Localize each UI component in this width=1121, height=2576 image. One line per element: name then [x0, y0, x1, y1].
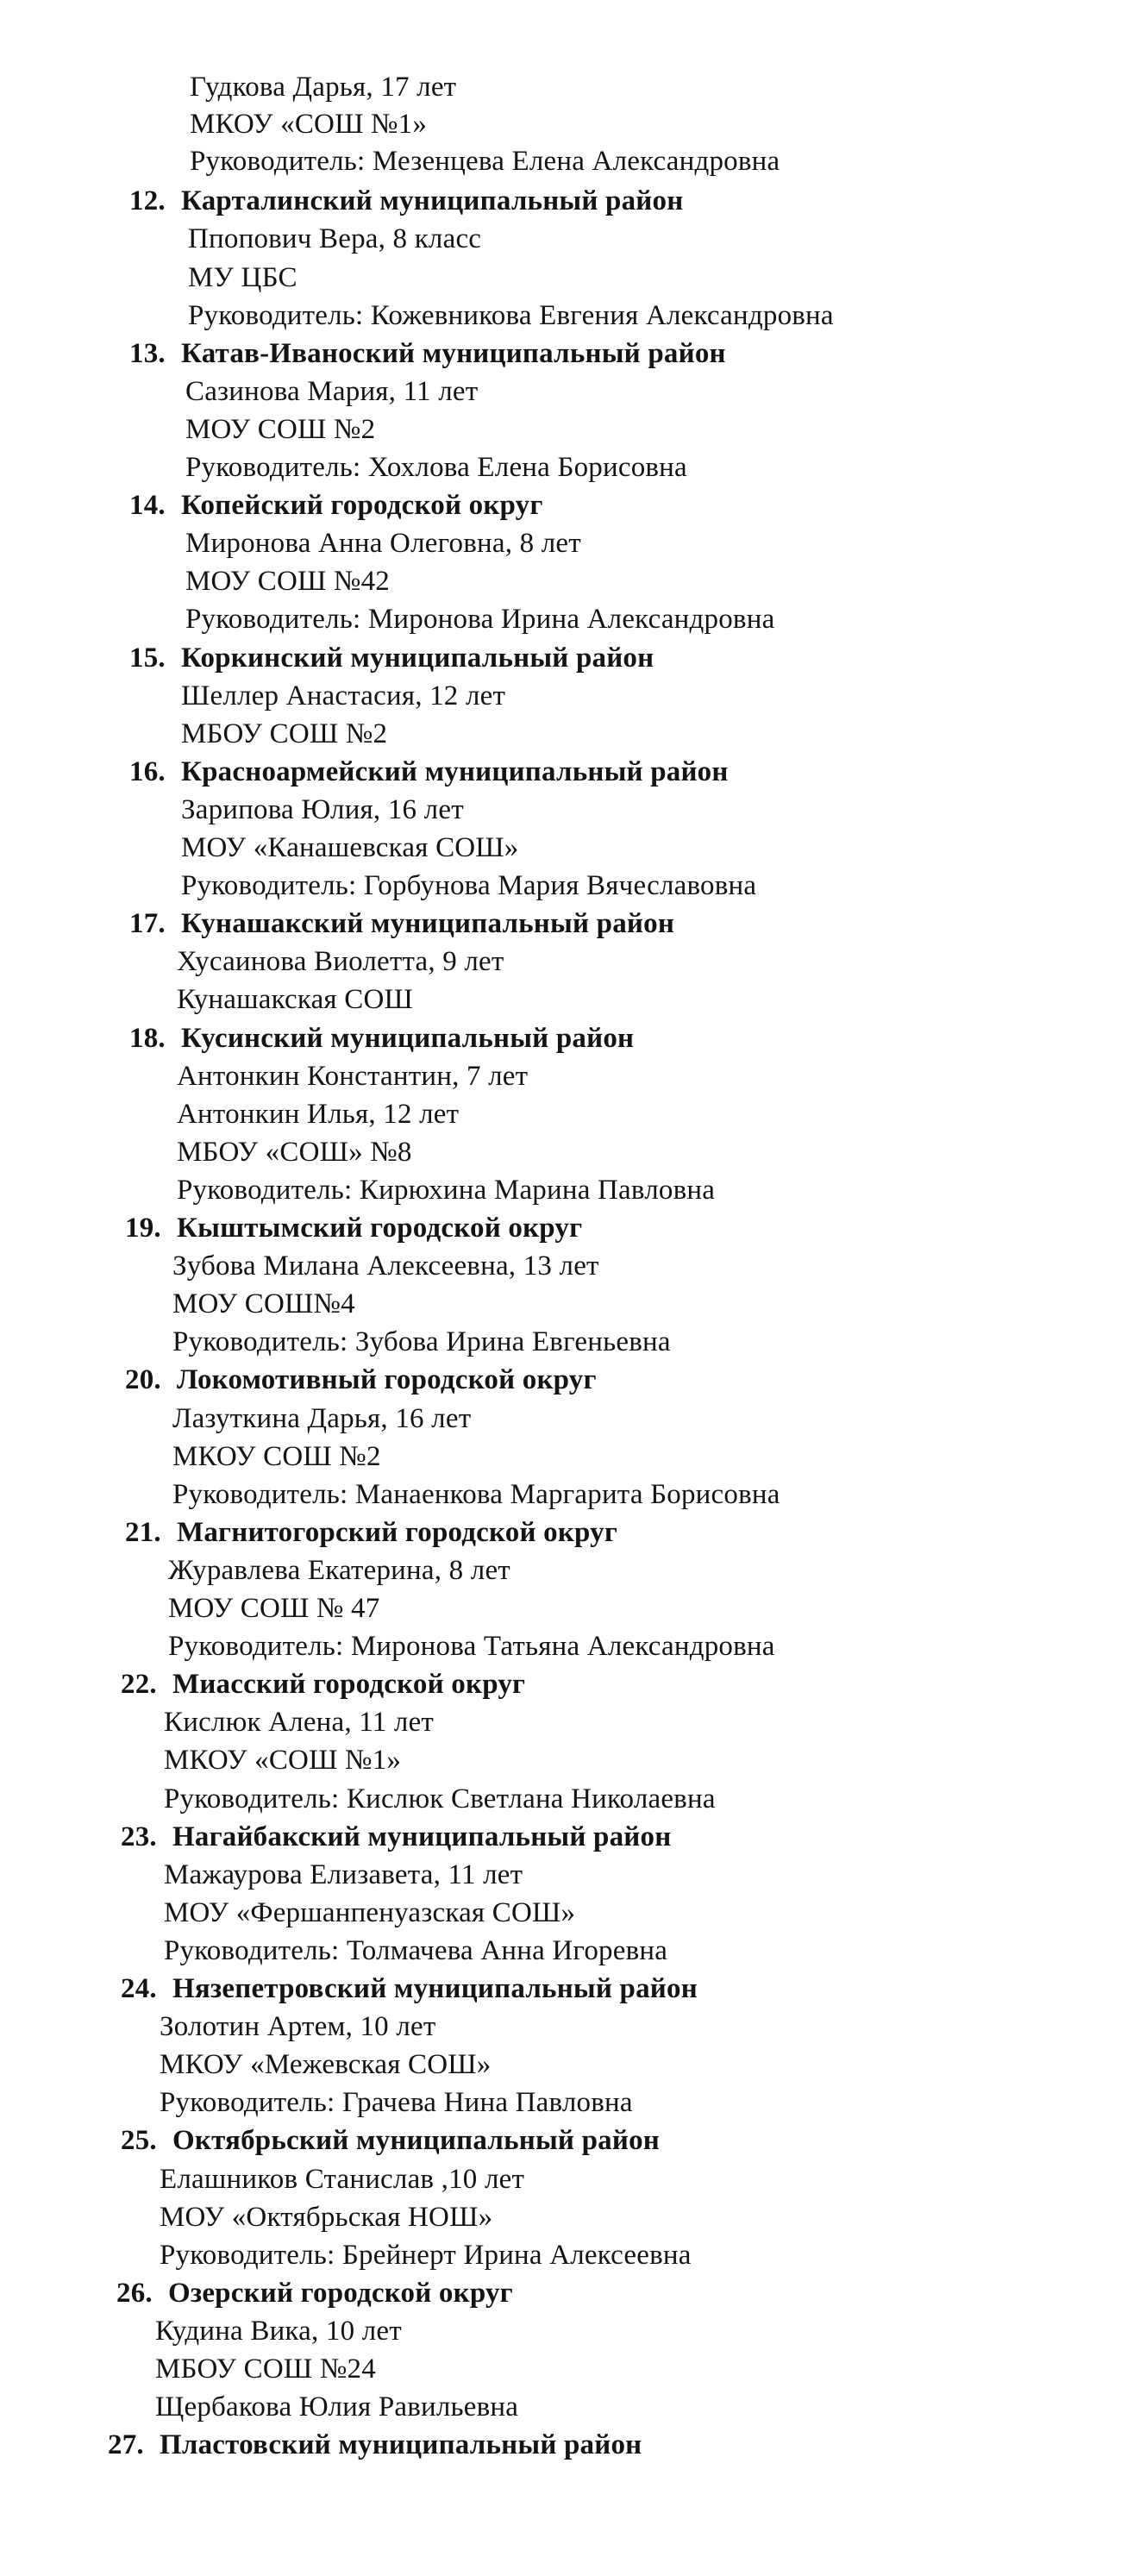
entry-number: 24.	[121, 1973, 157, 2004]
entry-number: 14.	[129, 490, 166, 522]
entry-detail-line: МОУ «Канашевская СОШ»	[181, 832, 519, 863]
district-name: Озерский городской округ	[168, 2277, 513, 2309]
entry-detail-line: МОУ СОШ №42	[185, 566, 391, 598]
entry-number: 12.	[129, 185, 166, 217]
entry-detail-line: Кислюк Алена, 11 лет	[164, 1707, 435, 1739]
district-name: Кыштымский городской округ	[177, 1213, 583, 1244]
entry-detail-line: МКОУ «Межевская СОШ»	[160, 2049, 492, 2081]
entry-detail-line: Ппопович Вера, 8 класс	[188, 223, 482, 255]
entry-heading	[121, 1669, 525, 1700]
entry-number: 15.	[129, 642, 166, 674]
district-name: Коркинский муниципальный район	[181, 642, 654, 674]
entry-detail-line: Руководитель: Горбунова Мария Вячеславовна	[181, 870, 757, 902]
entry-detail-line: Миронова Анна Олеговна, 8 лет	[185, 528, 581, 560]
entry-detail-line: МБОУ «СОШ» №8	[177, 1136, 412, 1168]
entry-heading	[116, 2278, 513, 2309]
district-name: Красноармейский муниципальный район	[181, 755, 729, 787]
entry-heading	[129, 185, 683, 216]
entry-detail-line: Мажаурова Елизавета, 11 лет	[164, 1858, 523, 1890]
entry-heading	[121, 2125, 660, 2156]
entry-heading	[129, 908, 674, 939]
entry-detail-line: МБОУ СОШ №24	[155, 2353, 376, 2385]
entry-heading	[129, 642, 654, 674]
entry-number: 26.	[116, 2277, 153, 2309]
entry-detail-line: Руководитель: Толмачева Анна Игоревна	[164, 1934, 668, 1966]
district-name: Карталинский муниципальный район	[181, 185, 684, 217]
district-name: Нязепетровский муниципальный район	[172, 1973, 698, 2004]
entry-detail-line: Журавлева Екатерина, 8 лет	[168, 1554, 510, 1586]
entry-heading	[108, 2429, 642, 2460]
entry-detail-line: МКОУ «СОШ №1»	[164, 1745, 402, 1777]
entry-detail-line: Руководитель: Кожевникова Евгения Александровна	[188, 299, 834, 331]
entry-number: 19.	[125, 1213, 161, 1244]
entry-detail-line: Зарипова Юлия, 16 лет	[181, 793, 464, 825]
entry-detail-line: Кунашакская СОШ	[177, 984, 413, 1016]
entry-detail-line: МОУ СОШ№4	[172, 1288, 355, 1320]
entry-number: 13.	[129, 337, 166, 369]
entry-detail-line: Руководитель: Хохлова Елена Борисовна	[185, 452, 687, 483]
district-name: Копейский городской округ	[181, 490, 543, 522]
entry-detail-line: Хусаинова Виолетта, 9 лет	[177, 946, 504, 978]
entry-number: 16.	[129, 755, 166, 787]
entry-number: 17.	[129, 908, 166, 940]
entry-detail-line: МОУ «Фершанпенуазская СОШ»	[164, 1896, 576, 1928]
entry-number: 23.	[121, 1821, 157, 1852]
entry-heading	[125, 1364, 597, 1395]
district-name: Локомотивный городской округ	[177, 1364, 597, 1396]
entry-detail-line: Руководитель: Миронова Ирина Александровна	[185, 604, 775, 636]
entry-detail-line: МУ ЦБС	[188, 261, 297, 293]
entry-detail-line: Руководитель: Манаенкова Маргарита Борисовна	[172, 1478, 780, 1510]
entry-detail-line: МОУ СОШ № 47	[168, 1593, 380, 1624]
entry-heading	[129, 1023, 634, 1054]
entry-detail-line: Кудина Вика, 10 лет	[155, 2315, 402, 2347]
district-name: Катав-Иваноский муниципальный район	[181, 337, 726, 369]
entry-detail-line: Руководитель: Зубова Ирина Евгеньевна	[172, 1326, 671, 1358]
district-name: Магнитогорский городской округ	[177, 1516, 618, 1548]
entry-detail-line: Руководитель: Кирюхина Марина Павловна	[177, 1174, 716, 1206]
entry-number: 20.	[125, 1364, 161, 1396]
entry-heading	[129, 338, 726, 369]
entry-detail-line: Лазуткина Дарья, 16 лет	[172, 1402, 472, 1434]
entry-detail-line: Руководитель: Грачева Нина Павловна	[160, 2087, 633, 2119]
entry-heading	[125, 1517, 617, 1548]
intro-line: Гудкова Дарья, 17 лет	[190, 72, 457, 103]
entry-heading	[121, 1821, 671, 1852]
entry-number: 27.	[108, 2429, 144, 2461]
entry-detail-line: Шеллер Анастасия, 12 лет	[181, 680, 506, 711]
entry-number: 25.	[121, 2125, 157, 2157]
entry-detail-line: Щербакова Юлия Равильевна	[155, 2391, 519, 2423]
entry-heading	[129, 756, 729, 787]
entry-detail-line: Сазинова Мария, 11 лет	[185, 375, 479, 407]
entry-detail-line: Руководитель: Миронова Татьяна Александровна	[168, 1631, 775, 1663]
district-name: Кунашакский муниципальный район	[181, 908, 675, 940]
entry-detail-line: Елашников Станислав ,10 лет	[160, 2163, 525, 2195]
entry-detail-line: Руководитель: Кислюк Светлана Николаевна	[164, 1783, 716, 1814]
entry-detail-line: Антонкин Константин, 7 лет	[177, 1060, 529, 1092]
entry-heading	[125, 1213, 582, 1244]
district-name: Нагайбакский муниципальный район	[172, 1821, 672, 1852]
intro-line: Руководитель: Мезенцева Елена Александровна	[190, 146, 780, 177]
entry-detail-line: Антонкин Илья, 12 лет	[177, 1098, 460, 1130]
district-name: Октябрьский муниципальный район	[172, 2125, 660, 2157]
entry-detail-line: МОУ «Октябрьская НОШ»	[160, 2201, 493, 2233]
entry-detail-line: Золотин Артем, 10 лет	[160, 2011, 436, 2043]
district-name: Миасский городской округ	[172, 1669, 526, 1701]
entry-number: 21.	[125, 1516, 161, 1548]
entry-detail-line: Руководитель: Брейнерт Ирина Алексеевна	[160, 2239, 692, 2271]
entry-heading	[121, 1973, 698, 2004]
entry-detail-line: Зубова Милана Алексеевна, 13 лет	[172, 1250, 599, 1282]
entry-detail-line: МОУ СОШ №2	[185, 413, 376, 445]
entry-detail-line: МКОУ СОШ №2	[172, 1440, 381, 1472]
entry-number: 22.	[121, 1669, 157, 1701]
entry-number: 18.	[129, 1022, 166, 1054]
entry-heading	[129, 490, 543, 521]
entry-detail-line: МБОУ СОШ №2	[181, 718, 388, 749]
district-name: Пластовский муниципальный район	[160, 2429, 642, 2461]
intro-line: МКОУ «СОШ №1»	[190, 109, 428, 140]
district-name: Кусинский муниципальный район	[181, 1022, 635, 1054]
